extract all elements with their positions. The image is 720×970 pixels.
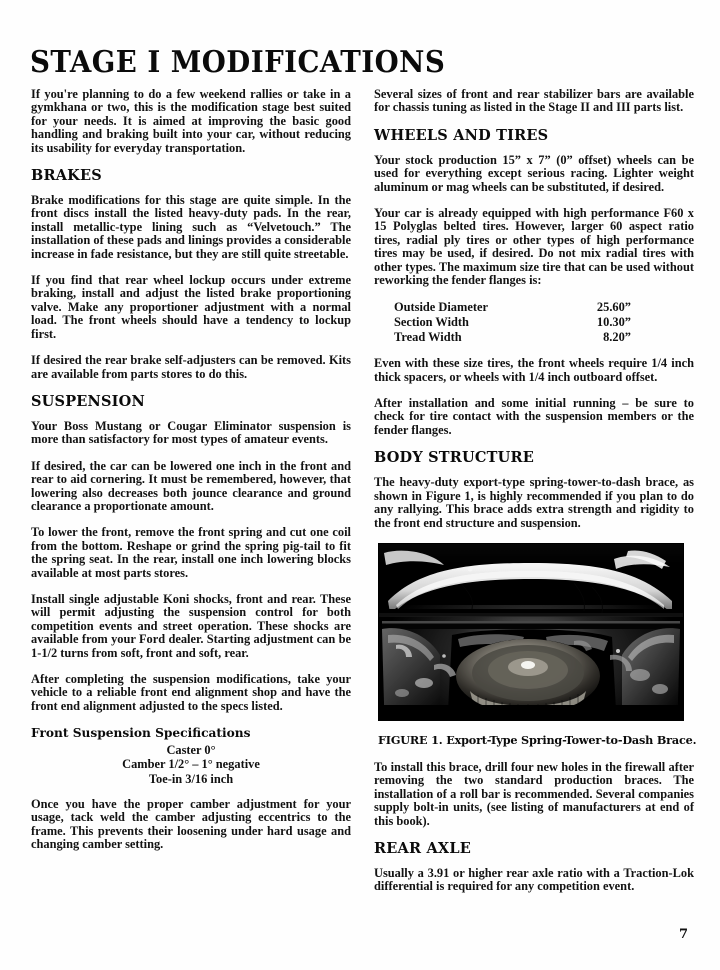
- body-structure-paragraph-1: The heavy-duty export-type spring-tower-to-dash brace, as shown in Figure 1, is highly recommended if you plan to do any rallying. This brace adds extra strength and rigidity to the front end structure and suspension.: [374, 475, 694, 530]
- suspension-paragraph-5: After completing the suspension modifications, take your vehicle to a reliable front end alignment shop and have the front end alignment adjusted to the specs listed.: [31, 672, 351, 713]
- stabilizer-bars-paragraph: Several sizes of front and rear stabilizer bars are available for chassis tuning as listed in the Stage II and III parts list.: [374, 87, 694, 115]
- wheels-paragraph-2: Your car is already equipped with high performance F60 x 15 Polyglas belted tires. However, larger 60 aspect ratio tires, radial ply tires or other types of high performance tires may be used, if desired. Do not mix radial tires with other types. The maximum size tire that can be used without reworking the fender flanges is:: [374, 206, 694, 288]
- section-heading-suspension: SUSPENSION: [31, 392, 145, 410]
- spec-line-camber: Camber 1/2° – 1° negative: [122, 757, 260, 772]
- section-heading-wheels-and-tires: WHEELS AND TIRES: [374, 126, 549, 144]
- suspension-paragraph-3: To lower the front, remove the front spring and cut one coil from the bottom. Reshape or grind the spring pig-tail to fit the spring seat. In the rear, install one inch lowering blocks available at most parts stores.: [31, 525, 351, 580]
- tire-spec-label: Tread Width: [394, 329, 462, 344]
- suspension-paragraph-6: Once you have the proper camber adjustment for your usage, tack weld the camber adjusting eccentrics to the frame. This prevents their loosening under hard usage and changing camber setting.: [31, 796, 351, 852]
- figure-1: [374, 543, 697, 747]
- section-heading-body-structure: BODY STRUCTURE: [374, 449, 534, 467]
- page-number: 7: [678, 927, 688, 942]
- table-row: [394, 315, 649, 330]
- rear-axle-paragraph-1: Usually a 3.91 or higher rear axle ratio with a Traction-Lok differential is required for any competition event.: [374, 865, 694, 894]
- tire-spec-value: 25.60”: [596, 300, 631, 315]
- brakes-paragraph-3: If desired the rear brake self-adjusters can be removed. Kits are available from parts stores to do this.: [31, 353, 351, 381]
- brakes-paragraph-1: Brake modifications for this stage are quite simple. In the front discs install the listed heavy-duty pads. In the rear, install metallic-type lining such as “Velvetouch.” The installation of these pads and linings provides a considerable increase in fade resistance, but they are still quite streetable.: [31, 193, 351, 261]
- engine-bay-photo: [378, 543, 684, 721]
- suspension-paragraph-2: If desired, the car can be lowered one inch in the front and rear to aid cornering. It must be remembered, however, that lowering also decreases both jounce clearance and ground clearance a proportionate amount.: [31, 458, 351, 513]
- wheels-paragraph-1: Your stock production 15” x 7” (0” offset) wheels can be used for everything except serious racing. Lighter weight aluminum or mag wheels can be substituted, if desired.: [374, 152, 694, 194]
- tire-spec-value: 10.30”: [596, 315, 631, 330]
- spec-line-caster: Caster 0°: [166, 743, 216, 758]
- table-row: [394, 330, 649, 345]
- left-column: [31, 88, 351, 851]
- section-heading-brakes: BRAKES: [31, 167, 102, 185]
- wheels-paragraph-3: Even with these size tires, the front wheels require 1/4 inch thick spacers, or wheels with 1/4 inch outboard offset.: [374, 356, 694, 384]
- suspension-paragraph-4: Install single adjustable Koni shocks, front and rear. These will permit adjusting the suspension control for both competition events and street operation. These shocks are available from your Ford dealer. Starting adjustment can be 1-1/2 turns from soft, front and soft, rear.: [31, 591, 351, 660]
- suspension-paragraph-1: Your Boss Mustang or Cougar Eliminator suspension is more than satisfactory for most types of amateur events.: [31, 418, 351, 447]
- body-structure-paragraph-2: To install this brace, drill four new holes in the firewall after removing the two standard production braces. The installation of a roll bar is recommended. Several companies supply bolt-in units, (see listing of manufacturers at end of this book).: [374, 759, 694, 828]
- figure-caption: FIGURE 1. Export-Type Spring-Tower-to-Dash Brace.: [378, 732, 697, 747]
- wheels-paragraph-4: After installation and some initial running – be sure to check for tire contact with the suspension members or the fender flanges.: [374, 396, 694, 437]
- tire-spec-value: 8.20”: [603, 329, 631, 344]
- front-suspension-specs-heading: Front Suspension Specifications: [31, 726, 251, 741]
- front-suspension-specs-list: [31, 743, 351, 786]
- tire-spec-label: Section Width: [394, 315, 469, 330]
- intro-paragraph: If you're planning to do a few weekend rallies or take in a gymkhana or two, this is the modification stage best suited for your needs. It is aimed at improving the basic good handling and braking built into your car, without reducing its usability for everyday transportation.: [31, 87, 351, 155]
- spec-line-toe-in: Toe-in 3/16 inch: [148, 771, 234, 786]
- max-tire-size-table: [394, 300, 649, 344]
- section-heading-rear-axle: REAR AXLE: [374, 839, 471, 857]
- brakes-paragraph-2: If you find that rear wheel lockup occurs under extreme braking, install and adjust the listed brake proportioning valve. Make any proportioner adjustment with a normal load. The front wheels should have a tendency to lockup first.: [31, 273, 351, 341]
- tire-spec-label: Outside Diameter: [394, 300, 488, 315]
- page-title: STAGE I MODIFICATIONS: [30, 45, 446, 80]
- right-column: [374, 87, 697, 894]
- table-row: [394, 300, 649, 315]
